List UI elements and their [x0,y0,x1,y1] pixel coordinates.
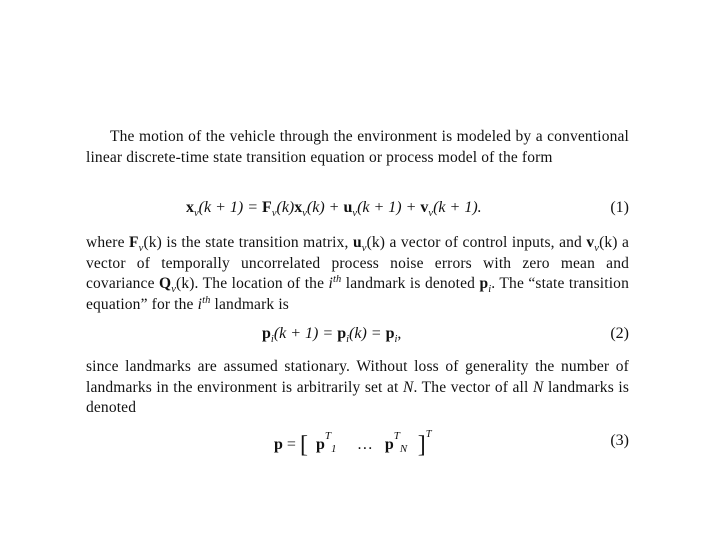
math-text: (k + 1) = [198,199,263,216]
math-subscript: v [171,284,177,296]
math-symbol: N [402,378,414,396]
math-symbol: p [315,436,325,453]
math-subscript: N [399,443,408,455]
text-run: (k) a vector of control inputs, and [366,234,587,251]
equation-number: (1) [610,199,629,216]
close-bracket: ] [417,432,426,458]
paragraph-process-model-intro [86,127,629,168]
math-text: (k) [276,199,295,216]
math-subscript: v [352,208,358,220]
math-text: = [282,436,300,453]
math-text: (k) = [349,325,386,342]
math-subscript: i [394,334,398,346]
math-subscript: i [488,284,492,296]
math-symbol: F [129,234,139,251]
equation-1-body [186,199,482,220]
equation-2 [86,325,629,347]
math-symbol: x [186,199,194,216]
paragraph-text [86,357,629,419]
math-text: , [397,325,402,342]
math-subscript: i [346,334,350,346]
math-symbol: p [337,325,347,342]
math-superscript: T [324,430,331,442]
text-run: (k) is the state transition matrix, [143,234,353,251]
math-text: (k + 1). [433,199,482,216]
text-run: (k). The location of the [176,275,329,292]
math-subscript: 1 [330,443,337,455]
math-text: (k + 1) = [273,325,338,342]
text-run: landmark is [210,295,289,313]
text-run: . The “state transition equation” for the [86,275,629,313]
text-run: where [86,234,130,251]
equation-3-body [274,428,432,459]
math-script-stack [393,430,418,455]
math-subscript: v [271,208,277,220]
paragraph-definitions [86,233,629,315]
paragraph-text: The motion of the vehicle through the environment is modeled by a conventional linear discrete-time state transition equation or process model of the form [86,128,629,166]
math-symbol: F [262,199,272,216]
math-superscript: th [332,273,342,285]
math-subscript: v [594,243,600,255]
math-symbol: Q [159,275,172,292]
math-script-stack [324,430,349,455]
math-symbol: u [343,199,353,216]
math-superscript: T [425,428,432,440]
math-superscript: th [202,294,211,306]
text-run: landmark is denoted [341,275,480,292]
open-bracket: [ [299,432,308,458]
math-symbol: p [479,275,489,292]
math-ellipsis: … [356,436,373,453]
equation-number: (2) [610,325,629,342]
equation-number: (3) [610,432,629,449]
math-symbol: x [294,199,303,216]
math-subscript: v [302,208,307,220]
math-subscript: v [138,243,144,255]
math-subscript: v [194,208,199,220]
math-symbol: p [385,325,395,342]
math-subscript: v [361,243,367,255]
equation-2-body [262,325,402,346]
paragraph-landmarks [86,357,629,419]
math-symbol: v [586,234,595,251]
math-symbol: u [352,234,362,251]
text-run: since landmarks are assumed stationary. Without loss of generality the number of landmarks in the environment is arbitrarily set at [86,358,629,396]
math-symbol: p [274,436,283,453]
math-text: (k) + [306,199,344,216]
math-text: (k + 1) + [357,199,421,216]
math-symbol: N [532,378,544,396]
equation-3 [86,428,629,458]
paragraph-text [86,233,629,315]
math-symbol: v [420,199,429,216]
text-run: . The vector of all [413,378,533,396]
math-symbol: p [384,436,394,453]
math-symbol: i [197,295,203,313]
math-subscript: v [428,208,434,220]
math-superscript: T [393,430,400,442]
math-subscript: i [270,334,274,346]
math-symbol: p [262,325,271,342]
equation-1 [86,199,629,221]
text-run: (k) a vector of temporally uncorrelated process noise errors with zero mean and covariance [86,234,630,292]
text-run: landmarks is denoted [86,378,629,416]
math-symbol: i [328,275,333,292]
